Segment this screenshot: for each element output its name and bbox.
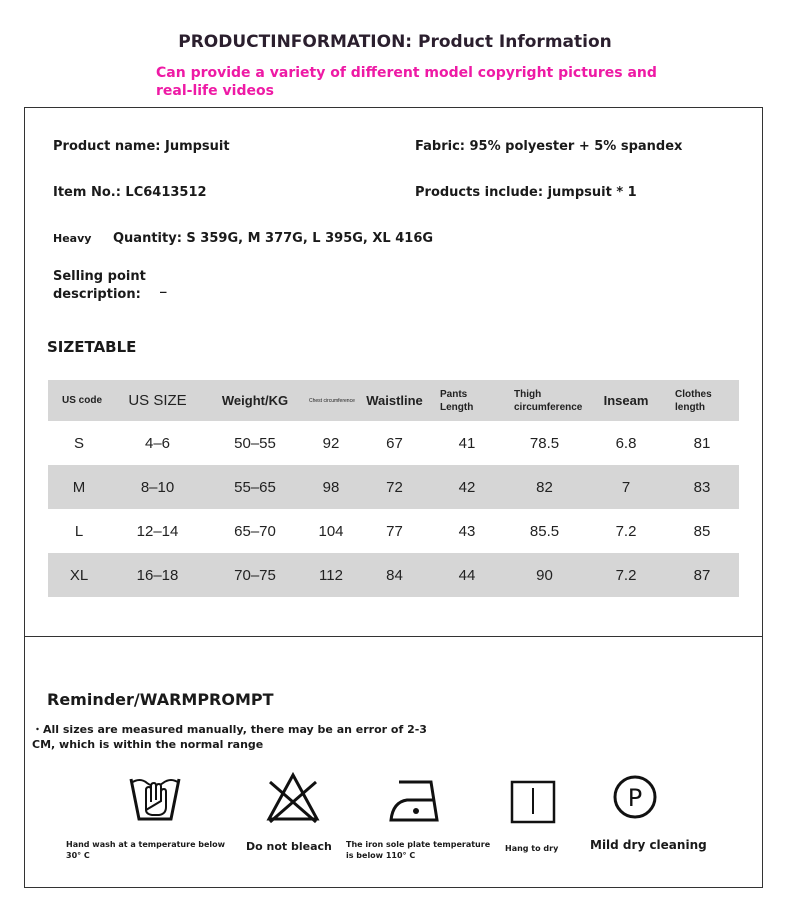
table-row (48, 421, 739, 465)
table-cell: 41 (458, 434, 476, 452)
table-cell: 16–18 (110, 553, 205, 597)
table-cell: 90 (502, 553, 587, 597)
dry-clean-icon (612, 774, 658, 820)
table-cell: 77 (386, 522, 403, 540)
header-weight: Weight/KG (205, 380, 305, 421)
header-inseam: Inseam (587, 380, 665, 421)
table-cell: 84 (357, 553, 432, 597)
table-cell: 44 (432, 553, 502, 597)
table-cell: 72 (357, 465, 432, 509)
promo-note: Can provide a variety of different model copyright pictures and real-life videos (156, 65, 657, 99)
header-clothes-length: Clothes length (665, 380, 739, 421)
hang-dry-label: Hang to dry (505, 844, 559, 853)
table-cell: 98 (305, 465, 357, 509)
table-cell: 87 (665, 553, 739, 597)
iron-icon (387, 778, 445, 824)
table-cell: 82 (502, 465, 587, 509)
table-cell: 55–65 (205, 465, 305, 509)
table-cell: 92 (322, 434, 340, 452)
no-bleach-icon (266, 772, 320, 824)
header-thigh: Thigh circumference (502, 380, 587, 421)
table-cell: 78.5 (529, 434, 560, 452)
size-table-header (48, 380, 739, 421)
header-waistline: Waistline (357, 380, 432, 421)
table-cell: 112 (305, 553, 357, 597)
table-cell: 12–14 (136, 522, 179, 540)
table-cell: 6.8 (615, 434, 637, 452)
page-title: PRODUCTINFORMATION: Product Information (178, 32, 612, 52)
table-cell: 4–6 (144, 434, 171, 452)
item-number: Item No.: LC6413512 (53, 185, 207, 200)
table-cell: 7.2 (587, 553, 665, 597)
product-includes: Products include: jumpsuit * 1 (415, 185, 637, 200)
table-cell: S (73, 434, 84, 452)
table-cell: 81 (693, 434, 711, 452)
header-pants-length: Pants Length (432, 380, 502, 421)
table-cell: M (48, 465, 110, 509)
table-cell: 85.5 (529, 522, 560, 540)
table-row (48, 465, 739, 509)
header-us-size: US SIZE (110, 380, 205, 421)
dry-clean-symbol: P (627, 784, 643, 812)
product-quantity: Quantity: S 359G, M 377G, L 395G, XL 416G (113, 231, 434, 246)
header-chest: Chest circumference (305, 380, 357, 421)
table-row (48, 553, 739, 597)
table-cell: 7.2 (615, 522, 637, 540)
size-table (48, 380, 739, 597)
heavy-label: Heavy (53, 232, 92, 245)
hand-wash-label: Hand wash at a temperature below 30° C (66, 840, 226, 860)
reminder-title: Reminder/WARMPROMPT (47, 690, 274, 709)
table-cell: 85 (693, 522, 711, 540)
table-cell: XL (48, 553, 110, 597)
hang-dry-icon (510, 780, 556, 824)
product-fabric: Fabric: 95% polyester + 5% spandex (415, 139, 683, 154)
table-cell: 70–75 (205, 553, 305, 597)
table-row (48, 509, 739, 553)
table-cell: 43 (458, 522, 476, 540)
table-cell: 67 (386, 434, 403, 452)
reminder-text: ・All sizes are measured manually, there may be an error of 2-3 CM, which is within the normal range (32, 723, 427, 751)
dry-clean-label: Mild dry cleaning (590, 838, 707, 852)
selling-point-value: _ (160, 279, 167, 294)
table-cell: 42 (432, 465, 502, 509)
table-cell: 83 (665, 465, 739, 509)
header-us-code: US code (48, 380, 110, 421)
table-cell: 65–70 (234, 522, 276, 540)
table-cell: 50–55 (234, 434, 276, 452)
iron-label: The iron sole plate temperature is below 110° C (346, 840, 491, 860)
no-bleach-label: Do not bleach (246, 840, 332, 853)
table-cell: L (74, 522, 84, 540)
selling-point-label: Selling point description: (53, 269, 146, 302)
hand-wash-icon (128, 774, 182, 824)
product-name: Product name: Jumpsuit (53, 139, 230, 154)
table-cell: 7 (587, 465, 665, 509)
size-table-title: SIZETABLE (47, 338, 137, 356)
table-cell: 8–10 (110, 465, 205, 509)
table-cell: 104 (318, 522, 344, 540)
